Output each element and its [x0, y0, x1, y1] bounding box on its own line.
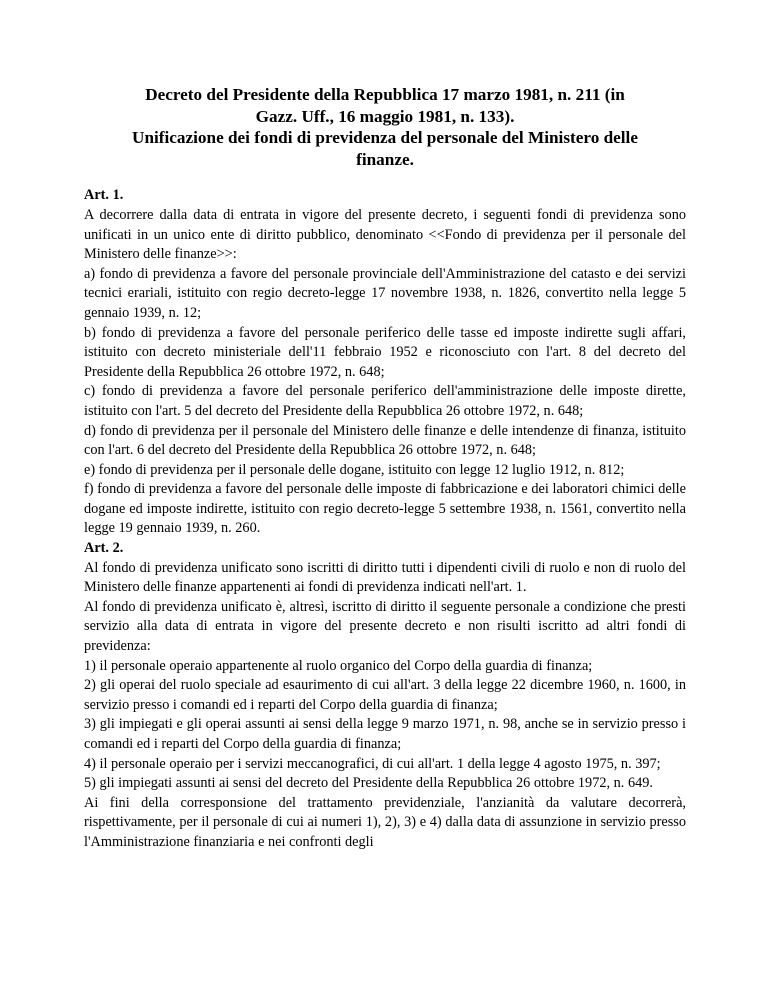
document-body [84, 186, 686, 852]
article-1-item-f: f) fondo di previdenza a favore del personale delle imposte di fabbricazione e dei laboratori chimici delle dogane ed imposte indirette, istituito con regio decreto-legge 5 settembre 1938, n. 1561, convertito nella legge 19 gennaio 1939, n. 260. [84, 481, 686, 537]
article-1-intro: A decorrere dalla data di entrata in vigore del presente decreto, i seguenti fondi di previdenza sono unificati in un unico ente di diritto pubblico, denominato <<Fondo di previdenza per il personale del Ministero delle finanze>>: [84, 206, 686, 263]
article-2-heading: Art. 2. [84, 540, 124, 557]
article-2-item-3: 3) gli impiegati e gli operai assunti ai sensi della legge 9 marzo 1971, n. 98, anche se in servizio presso i comandi ed i reparti del Corpo della guardia di finanza; [84, 716, 686, 752]
article-2-item-2: 2) gli operai del ruolo speciale ad esaurimento di cui all'art. 3 della legge 22 dicembre 1960, n. 1600, in servizio presso i comandi ed i reparti del Corpo della guardia di finanza; [84, 677, 686, 713]
article-1-item-a: a) fondo di previdenza a favore del personale provinciale dell'Amministrazione del catasto e dei servizi tecnici erariali, istituito con regio decreto-legge 17 novembre 1938, n. 1826, convertito nella legge 5 gennaio 1939, n. 12; [84, 265, 686, 321]
document-page [84, 84, 686, 853]
article-2-item-1: 1) il personale operaio appartenente al ruolo organico del Corpo della guardia di finanza; [84, 657, 593, 674]
title-line: Gazz. Uff., 16 maggio 1981, n. 133). [255, 106, 515, 126]
title-line: finanze. [356, 149, 414, 169]
document-title [84, 84, 686, 170]
title-line: Unificazione dei fondi di previdenza del personale del Ministero delle [132, 128, 638, 148]
article-1-item-c: c) fondo di previdenza a favore del personale periferico dell'amministrazione delle imposte dirette, istituito con l'art. 5 del decreto del Presidente della Repubblica 26 ottobre 1972, n. 648; [84, 383, 686, 419]
article-1-item-e: e) fondo di previdenza per il personale delle dogane, istituito con legge 12 luglio 1912, n. 812; [84, 461, 625, 478]
article-2-paragraph-2: Al fondo di previdenza unificato è, altresì, iscritto di diritto il seguente personale a condizione che presti servizio alla data di entrata in vigore del presente decreto e non risulti iscritto ad altri fondi di previdenza: [84, 598, 686, 655]
article-1-heading: Art. 1. [84, 187, 124, 204]
title-line: Decreto del Presidente della Repubblica 17 marzo 1981, n. 211 (in [145, 85, 625, 104]
article-2-paragraph-3: Ai fini della corresponsione del trattamento previdenziale, l'anzianità da valutare decorrerà, rispettivamente, per il personale di cui ai numeri 1), 2), 3) e 4) dalla data di assunzione in servizio presso l'Amministrazione finanziaria e nei confronti degli [84, 794, 686, 850]
article-2-item-4: 4) il personale operaio per i servizi meccanografici, di cui all'art. 1 della legge 4 agosto 1975, n. 397; [84, 755, 661, 772]
article-2-item-5: 5) gli impiegati assunti ai sensi del decreto del Presidente della Repubblica 26 ottobre 1972, n. 649. [84, 775, 653, 792]
article-1-item-d: d) fondo di previdenza per il personale del Ministero delle finanze e delle intendenze di finanza, istituito con l'art. 6 del decreto del Presidente della Repubblica 26 ottobre 1972, n. 648; [84, 422, 686, 459]
article-1-item-b: b) fondo di previdenza a favore del personale periferico delle tasse ed imposte indirette sugli affari, istituito con decreto ministeriale dell'11 febbraio 1952 e riconosciuto con l'art. 8 del decreto del Presidente della Repubblica 26 ottobre 1972, n. 648; [84, 324, 686, 380]
article-2-paragraph-1: Al fondo di previdenza unificato sono iscritti di diritto tutti i dipendenti civili di ruolo e non di ruolo del Ministero delle finanze appartenenti ai fondi di previdenza indicati nell'art. 1. [84, 559, 686, 596]
